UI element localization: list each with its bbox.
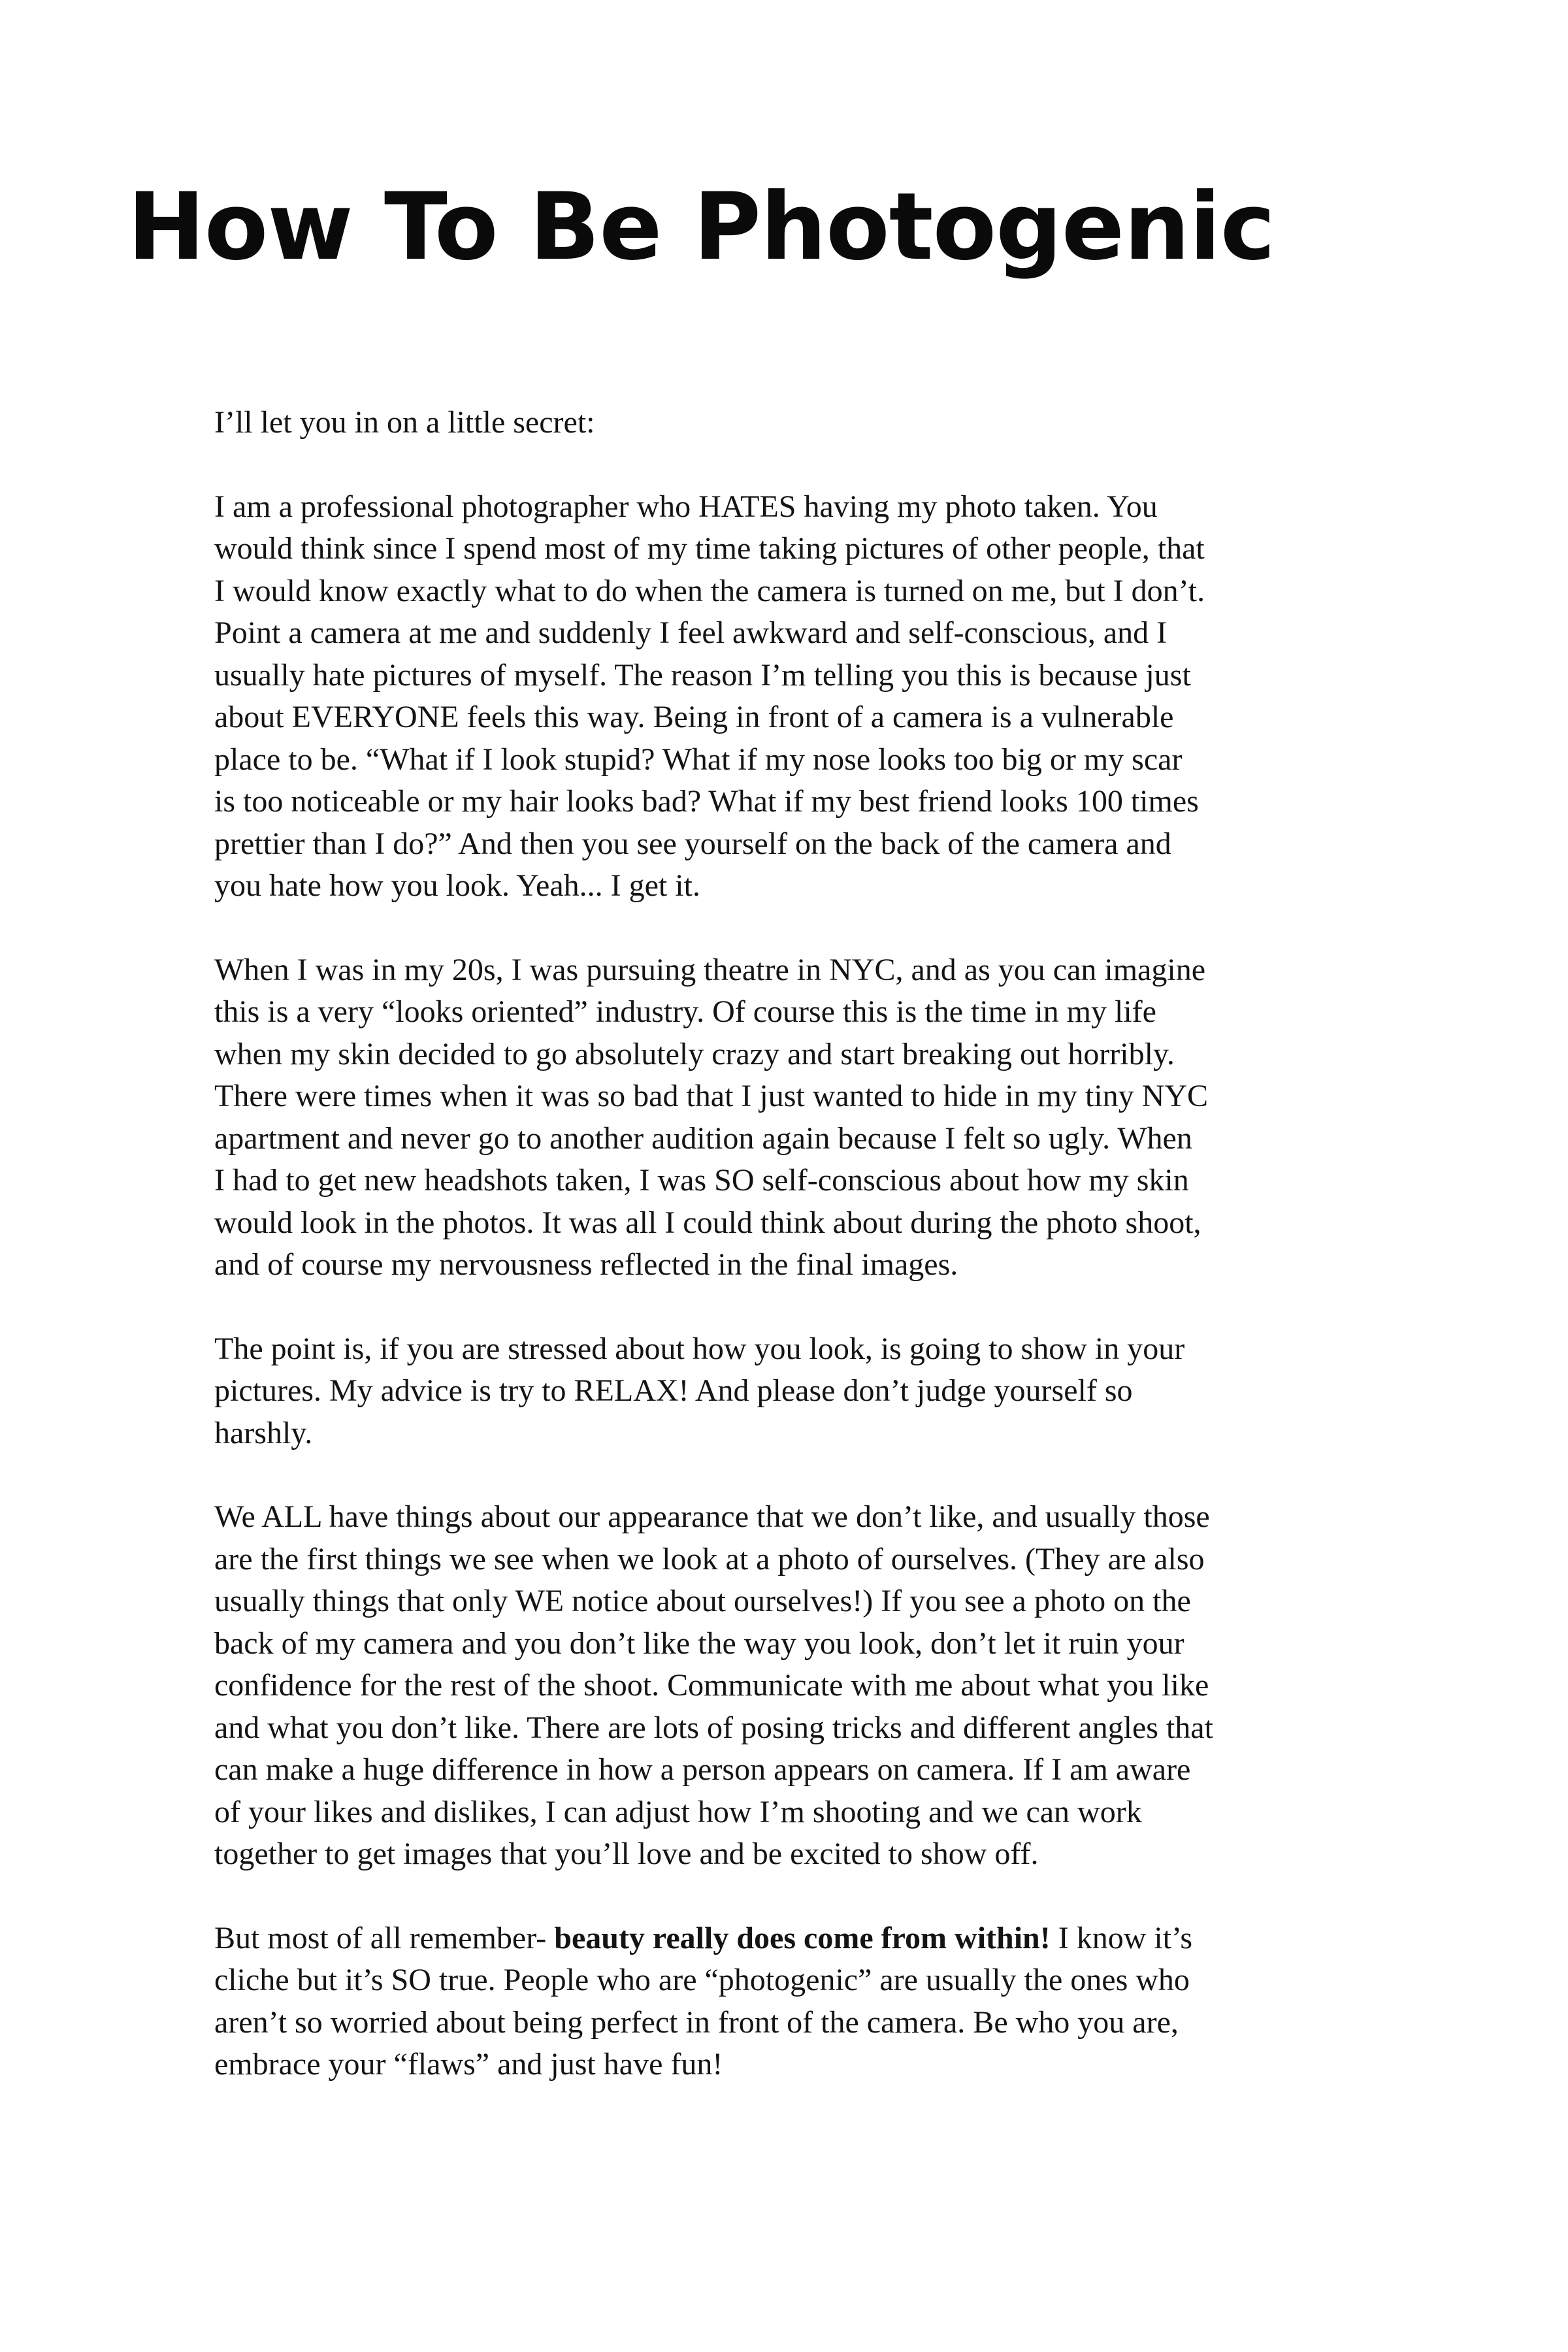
text-line: confidence for the rest of the shoot. Communicate with me about what you like — [214, 1668, 1209, 1703]
paragraph-1 — [214, 486, 1371, 907]
text-line: usually things that only WE notice about ourselves!) If you see a photo on the — [214, 1584, 1191, 1618]
text-line: embrace your “flaws” and just have fun! — [214, 2047, 723, 2082]
text-line: is too noticeable or my hair looks bad? What if my best friend looks 100 times — [214, 784, 1199, 819]
text-line: back of my camera and you don’t like the way you look, don’t let it ruin your — [214, 1625, 1184, 1661]
text-line: I would know exactly what to do when the camera is turned on me, but I don’t. — [214, 573, 1205, 608]
text-line: aren’t so worried about being perfect in front of the camera. Be who you are, — [214, 2004, 1179, 2040]
text-line: about EVERYONE feels this way. Being in front of a camera is a vulnerable — [214, 700, 1174, 734]
text-line: Point a camera at me and suddenly I feel awkward and self-conscious, and I — [214, 615, 1168, 650]
text-line: would think since I spend most of my time taking pictures of other people, that — [214, 531, 1205, 566]
text-line: you hate how you look. Yeah... I get it. — [214, 868, 700, 903]
text-line: prettier than I do?” And then you see yourself on the back of the camera and — [214, 826, 1171, 861]
text-line: There were times when it was so bad that I just wanted to hide in my tiny NYC — [214, 1079, 1209, 1113]
text-line: I am a professional photographer who HATES having my photo taken. You — [214, 489, 1158, 524]
text-line: can make a huge difference in how a person appears on camera. If I am aware — [214, 1752, 1191, 1787]
text-line: this is a very “looks oriented” industry. Of course this is the time in my life — [214, 994, 1156, 1029]
text-line: are the first things we see when we look at a photo of ourselves. (They are also — [214, 1541, 1205, 1576]
emphasis-text: beauty really does come from within! — [554, 1920, 1051, 1955]
paragraph-4 — [214, 1496, 1371, 1876]
page-title: How To Be Photogenic — [127, 173, 1275, 281]
text-line: and what you don’t like. There are lots of posing tricks and different angles that — [214, 1710, 1213, 1745]
paragraph-5 — [214, 1918, 1371, 2086]
text-line: would look in the photos. It was all I could think about during the photo shoot, — [214, 1205, 1201, 1240]
text-line: cliche but it’s SO true. People who are “photogenic” are usually the ones who — [214, 1963, 1190, 1997]
text-line: of your likes and dislikes, I can adjust how I’m shooting and we can work — [214, 1794, 1142, 1829]
text-line: apartment and never go to another audition again because I felt so ugly. When — [214, 1120, 1192, 1156]
text-line: place to be. “What if I look stupid? What if my nose looks too big or my scar — [214, 742, 1183, 777]
text-line: I had to get new headshots taken, I was SO self-conscious about how my skin — [214, 1163, 1189, 1198]
text-line: and of course my nervousness reflected in the final images. — [214, 1247, 958, 1282]
paragraph-3 — [214, 1328, 1371, 1455]
text-line: pictures. My advice is try to RELAX! And please don’t judge yourself so — [214, 1373, 1133, 1408]
text-run: I know it’s — [1050, 1920, 1193, 1955]
text-line: usually hate pictures of myself. The reason I’m telling you this is because just — [214, 657, 1191, 693]
text-line — [214, 1918, 1371, 1960]
text-line: I’ll let you in on a little secret: — [214, 405, 595, 440]
text-line: together to get images that you’ll love and be excited to show off. — [214, 1837, 1039, 1871]
intro-paragraph — [214, 402, 1371, 444]
paragraph-2 — [214, 949, 1371, 1286]
text-run: But most of all remember- — [214, 1920, 555, 1955]
text-line: We ALL have things about our appearance that we don’t like, and usually those — [214, 1499, 1210, 1534]
text-line: when my skin decided to go absolutely crazy and start breaking out horribly. — [214, 1036, 1175, 1071]
article-body — [214, 402, 1371, 2086]
text-line: When I was in my 20s, I was pursuing theatre in NYC, and as you can imagine — [214, 952, 1205, 987]
text-line: harshly. — [214, 1415, 313, 1450]
text-line: The point is, if you are stressed about how you look, is going to show in your — [214, 1331, 1185, 1366]
